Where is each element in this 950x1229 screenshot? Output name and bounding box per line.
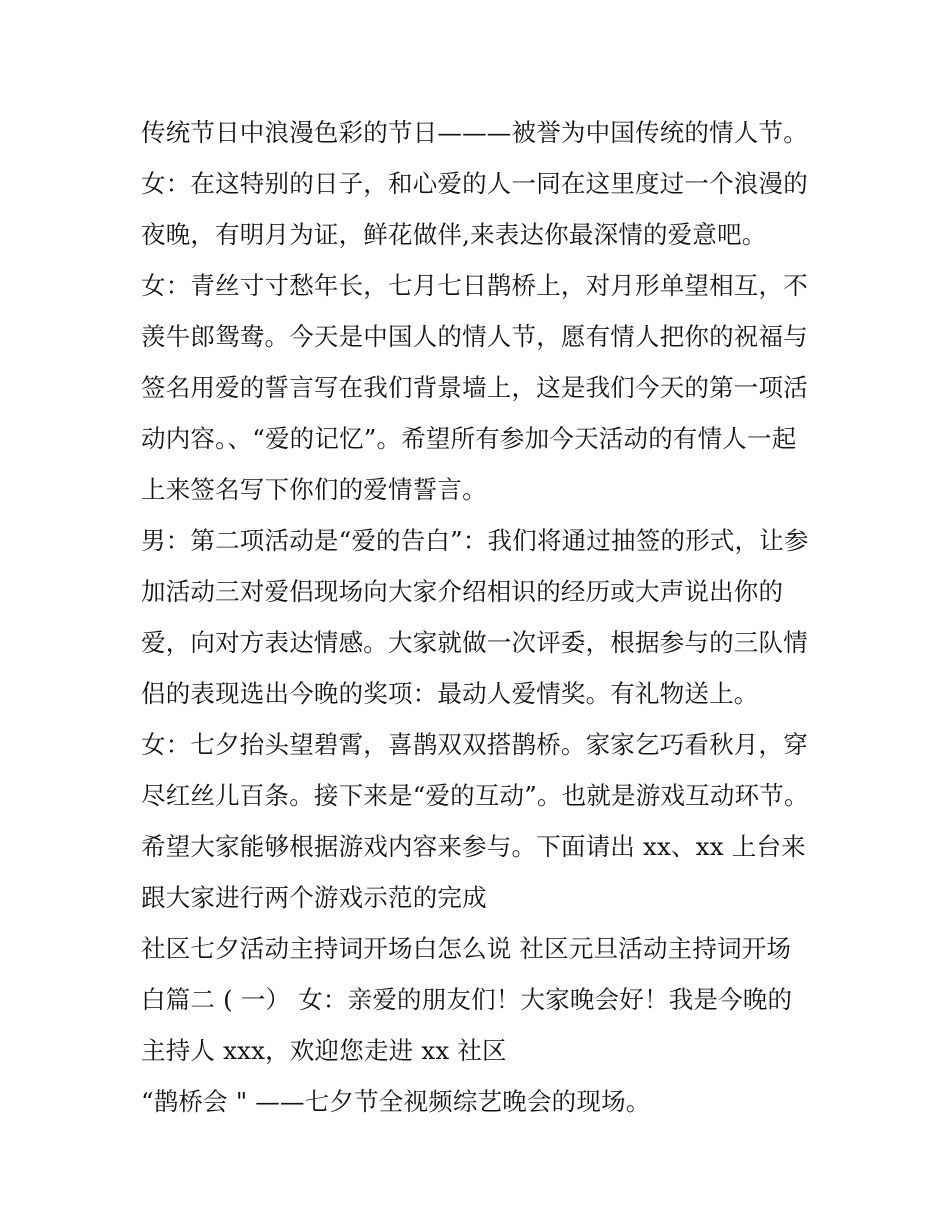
text-line: 上来签名写下你们的爱情誓言。 xyxy=(141,475,487,504)
text-line: 传统节日中浪漫色彩的节日———被誉为中国传统的情人节。 xyxy=(141,118,808,147)
text-line: 动内容。、“爱的记忆”。希望所有参加今天活动的有情人一起 xyxy=(141,424,797,453)
text-line: 夜晚，有明月为证，鲜花做伴,来表达你最深情的爱意吧。 xyxy=(141,220,767,249)
text-line: 爱，向对方表达情感。大家就做一次评委，根据参与的三队情 xyxy=(141,628,808,657)
text-line: 男：第二项活动是“爱的告白”：我们将通过抽签的形式，让参 xyxy=(141,526,809,555)
text-line: 社区七夕活动主持词开场白怎么说 社区元旦活动主持词开场 xyxy=(141,934,792,963)
text-line: 白篇二 ( 一） 女：亲爱的朋友们！大家晚会好！我是今晚的 xyxy=(141,985,793,1014)
text-line: 签名用爱的誓言写在我们背景墙上，这是我们今天的第一项活 xyxy=(141,373,808,402)
text-line: 女：在这特别的日子，和心爱的人一同在这里度过一个浪漫的 xyxy=(141,169,808,198)
text-line: 女：七夕抬头望碧霄，喜鹊双双搭鹊桥。家家乞巧看秋月，穿 xyxy=(141,730,808,759)
text-line: 希望大家能够根据游戏内容来参与。下面请出 xx、xx 上台来 xyxy=(141,832,806,861)
text-line: 跟大家进行两个游戏示范的完成 xyxy=(141,883,487,912)
text-line: “鹊桥会 " ——七夕节全视频综艺晚会的现场。 xyxy=(141,1087,651,1116)
text-body xyxy=(141,107,821,1127)
text-line: 侣的表现选出今晚的奖项：最动人爱情奖。有礼物送上。 xyxy=(141,679,759,708)
text-line: 羡牛郎鸳鸯。今天是中国人的情人节，愿有情人把你的祝福与 xyxy=(141,322,808,351)
text-line: 尽红丝儿百条。接下来是“爱的互动”。也就是游戏互动环节。 xyxy=(141,781,809,810)
text-line: 主持人 xxx，欢迎您走进 xx 社区 xyxy=(141,1036,507,1065)
text-line: 加活动三对爱侣现场向大家介绍相识的经历或大声说出你的 xyxy=(141,577,784,606)
text-line: 女：青丝寸寸愁年长，七月七日鹊桥上，对月形单望相互，不 xyxy=(141,271,808,300)
